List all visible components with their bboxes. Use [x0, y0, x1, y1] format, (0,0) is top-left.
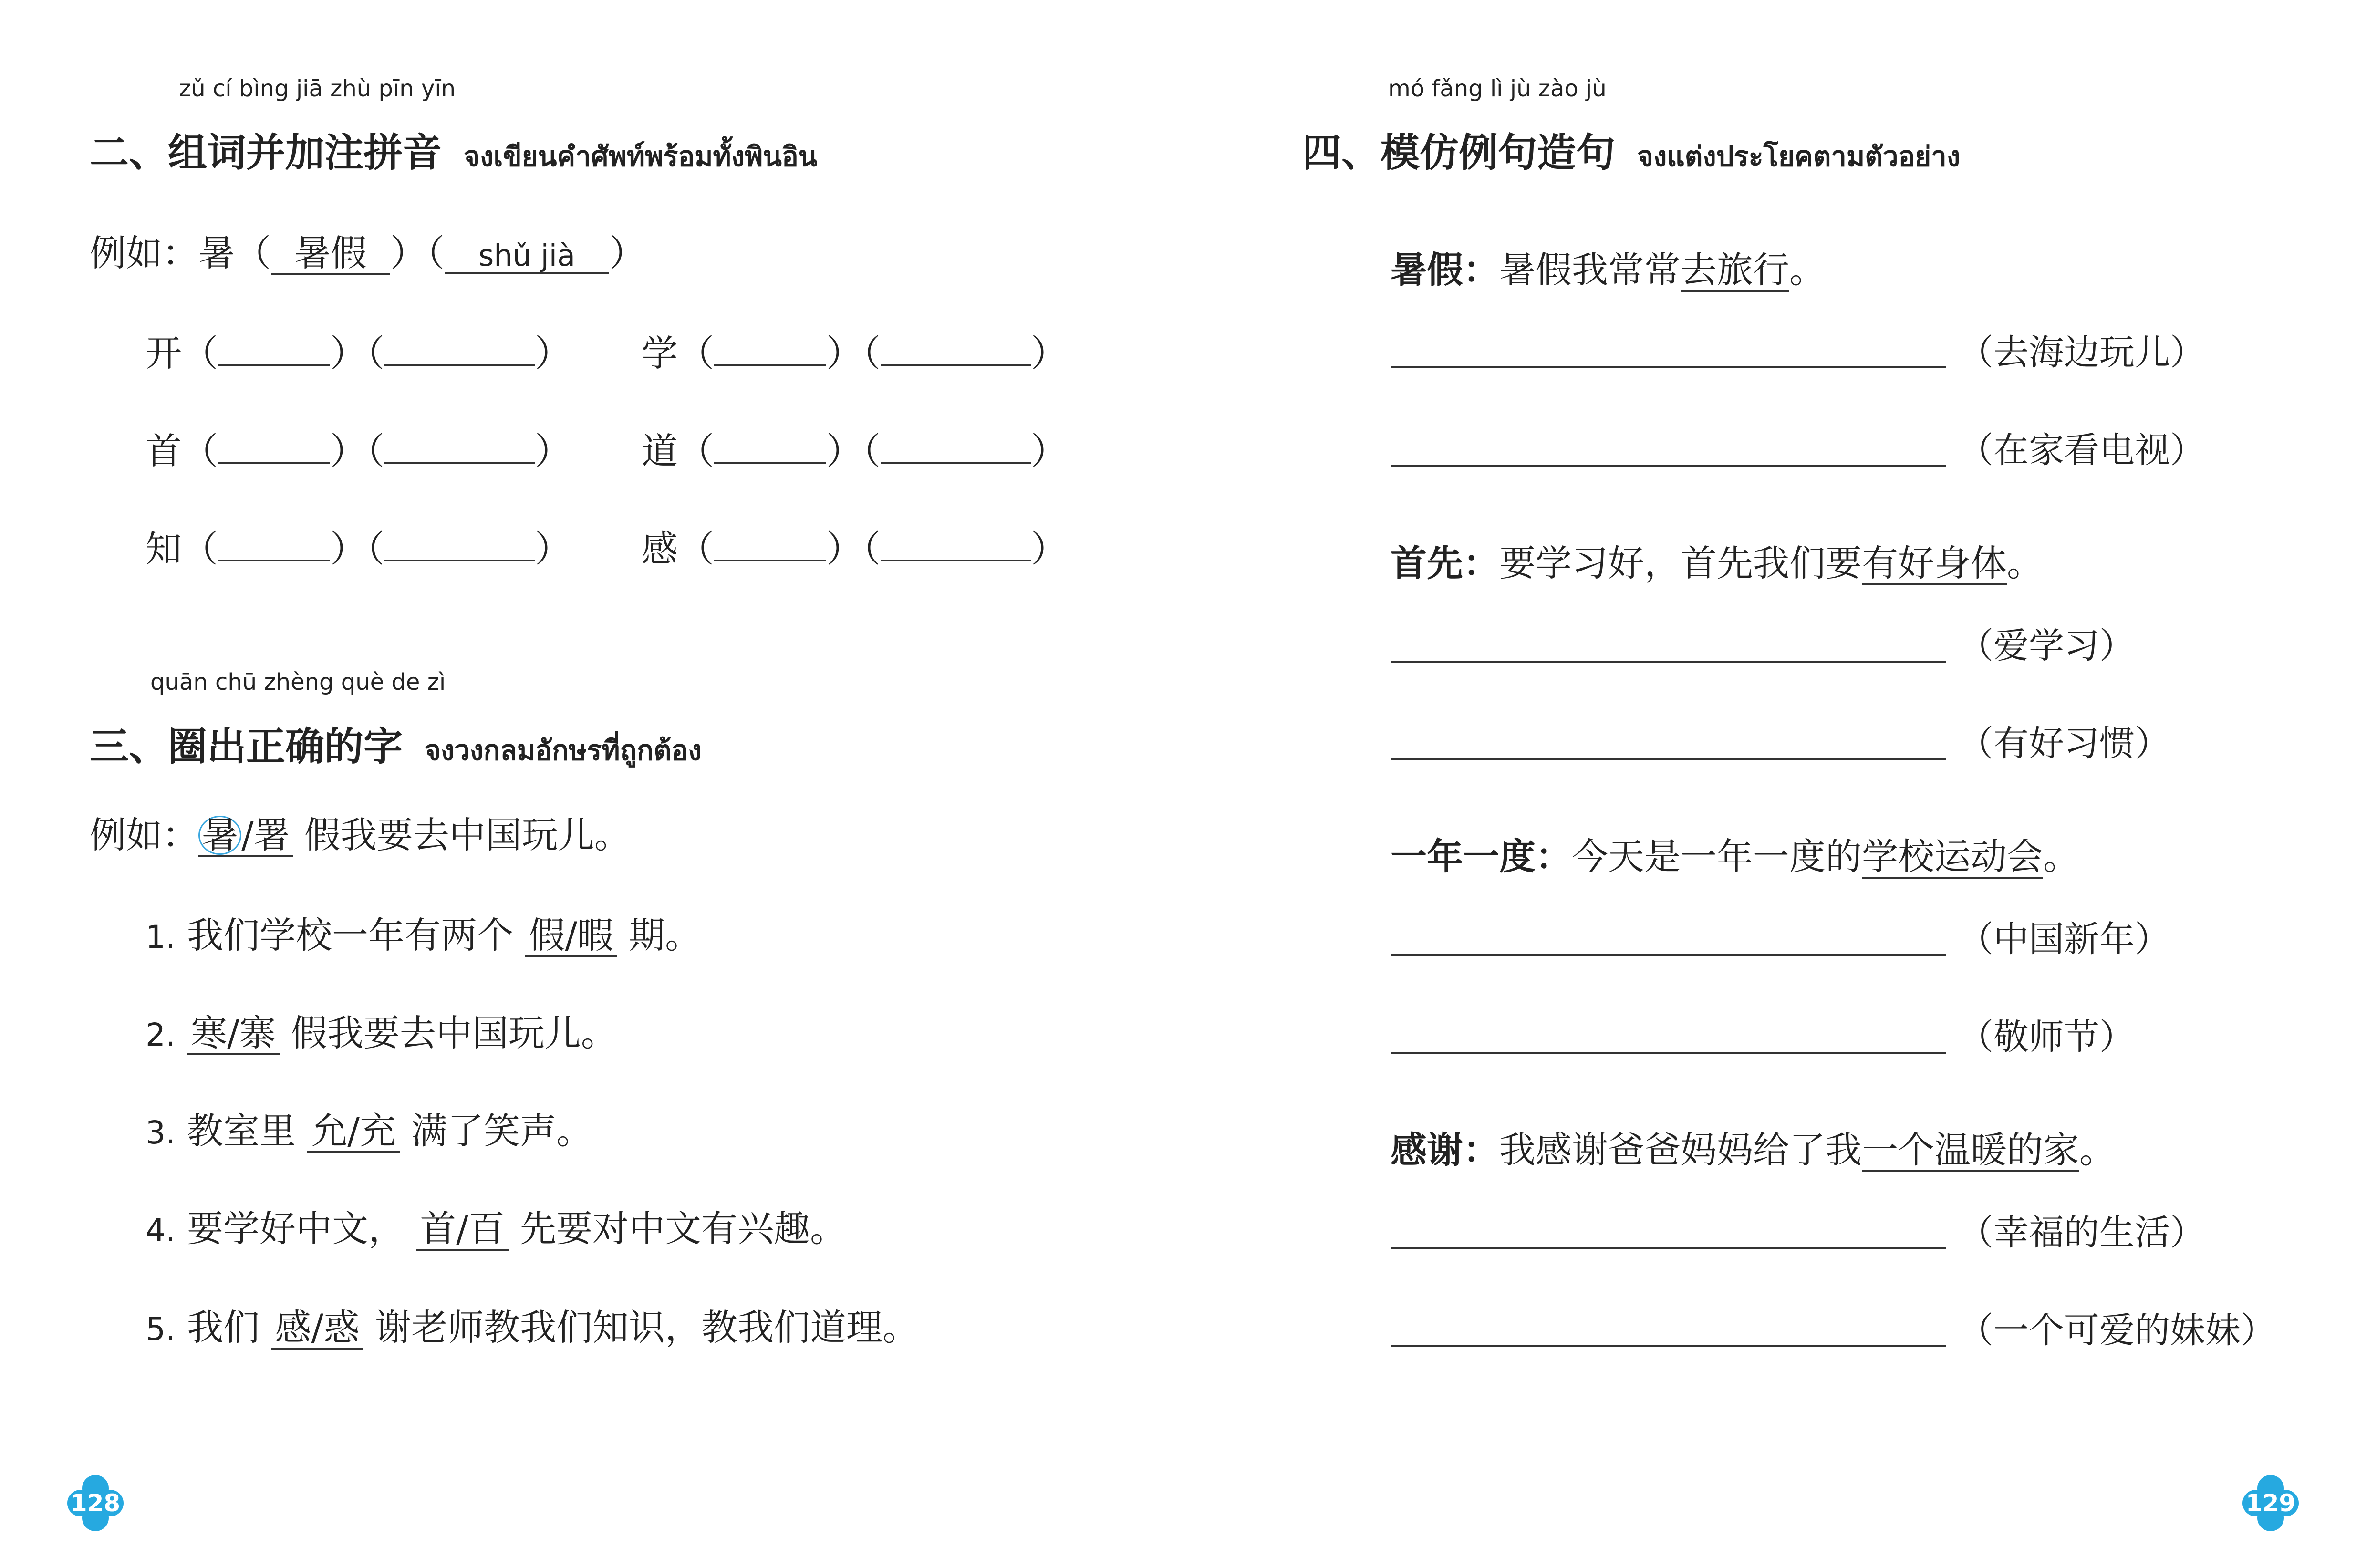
answer-line[interactable] — [1391, 1052, 1946, 1054]
hint-text: （有好习惯） — [1958, 723, 2170, 764]
word-row: 感（ ）（ ） — [642, 520, 1067, 572]
choice-item — [145, 1298, 919, 1350]
example-label: 例如：暑（ — [90, 232, 271, 274]
page-number-badge — [2242, 1475, 2299, 1531]
choice-options[interactable]: 允/充 — [307, 1111, 400, 1153]
item-before: 我们学校一年有两个 — [187, 914, 514, 956]
section3-heading — [90, 716, 702, 772]
answer-line[interactable] — [1391, 1345, 1946, 1347]
example-pinyin: shǔ jià — [445, 239, 609, 274]
circled-answer: 暑 — [198, 816, 241, 855]
page-number: 129 — [2245, 1489, 2296, 1517]
item-before: 要学好中文， — [187, 1207, 405, 1250]
example-mid: ）（ — [390, 232, 445, 274]
example-choice — [198, 815, 293, 857]
word-blank[interactable] — [218, 331, 330, 366]
section4-thai-instruction: จงแต่งประโยคตามตัวอย่าง — [1637, 140, 1961, 173]
example-choice-b: /署 — [241, 814, 290, 856]
word-row: 知（ ）（ ） — [145, 520, 571, 572]
answer-line[interactable] — [1391, 465, 1946, 467]
choice-options[interactable]: 寒/寨 — [187, 1013, 280, 1055]
sentence-end: 。 — [2007, 542, 2043, 584]
item-number: 2. — [145, 1017, 176, 1053]
item-after: 假我要去中国玩儿。 — [291, 1012, 617, 1054]
sentence-end: 。 — [2079, 1129, 2116, 1171]
choice-options[interactable]: 假/暇 — [525, 915, 617, 957]
char: 学 — [642, 332, 678, 374]
example-word: 暑假 — [271, 233, 390, 275]
item-number: 4. — [145, 1212, 176, 1249]
hint-text: （幸福的生活） — [1958, 1212, 2205, 1253]
example-sentence — [1391, 241, 1826, 293]
section4-heading — [1302, 122, 1960, 178]
sentence-end: 。 — [2043, 835, 2079, 878]
item-number: 5. — [145, 1311, 176, 1348]
choice-options[interactable]: 感/惑 — [271, 1308, 363, 1350]
choice-item — [145, 1004, 617, 1056]
word-row: 学（ ）（ ） — [642, 324, 1067, 376]
word-row: 道（ ）（ ） — [642, 422, 1067, 474]
example-sentence — [1391, 1121, 2116, 1173]
pinyin-blank[interactable] — [881, 526, 1031, 561]
item-number: 1. — [145, 919, 176, 955]
answer-line[interactable] — [1391, 758, 1946, 760]
example-sentence — [1391, 828, 2079, 880]
choice-options[interactable]: 首/百 — [416, 1209, 509, 1251]
example-label: 例如： — [90, 814, 198, 856]
item-after: 先要对中文有兴趣。 — [520, 1207, 847, 1250]
sentence-underlined: 学校运动会 — [1862, 835, 2043, 878]
section4-pinyin: mó fǎng lì jù zào jù — [1388, 75, 1607, 102]
section2-heading — [90, 122, 817, 178]
pinyin-blank[interactable] — [384, 526, 535, 561]
item-after: 期。 — [629, 914, 702, 956]
hint-text: （在家看电视） — [1958, 430, 2205, 471]
answer-line[interactable] — [1391, 1247, 1946, 1249]
word-blank[interactable] — [218, 428, 330, 464]
item-after: 谢老师教我们知识，教我们道理。 — [375, 1306, 919, 1349]
page-number-badge — [67, 1475, 124, 1531]
sentence-text: 暑假我常常 — [1499, 249, 1681, 291]
section2-thai-instruction: จงเขียนคำศัพท์พร้อมทั้งพินอิน — [464, 140, 818, 173]
char: 知 — [145, 528, 182, 570]
hint-text: （一个可爱的妹妹） — [1958, 1310, 2276, 1351]
word-blank[interactable] — [714, 526, 826, 561]
section2-example — [90, 224, 645, 276]
example-rest: 假我要去中国玩儿。 — [304, 814, 631, 856]
hint-text: （爱学习） — [1958, 625, 2135, 666]
answer-line[interactable] — [1391, 661, 1946, 663]
word-blank[interactable] — [218, 526, 330, 561]
item-after: 满了笑声。 — [411, 1110, 593, 1152]
example-term: 一年一度： — [1391, 835, 1572, 878]
section2-pinyin: zǔ cí bìng jiā zhù pīn yīn — [179, 75, 456, 102]
item-before: 教室里 — [187, 1110, 296, 1152]
section3-title: 三、圈出正确的字 — [90, 724, 403, 769]
page-number: 128 — [70, 1489, 121, 1517]
section4-title: 四、模仿例句造句 — [1302, 130, 1616, 176]
sentence-text: 要学习好，首先我们要 — [1499, 542, 1862, 584]
char: 首 — [145, 430, 182, 472]
section3-pinyin: quān chū zhèng què de zì — [150, 669, 446, 696]
answer-line[interactable] — [1391, 954, 1946, 956]
pinyin-blank[interactable] — [881, 428, 1031, 464]
example-sentence — [1391, 534, 2043, 586]
sentence-end: 。 — [1789, 249, 1826, 291]
pinyin-blank[interactable] — [384, 428, 535, 464]
sentence-text: 今天是一年一度的 — [1572, 835, 1862, 878]
example-term: 暑假： — [1391, 249, 1499, 291]
section3-thai-instruction: จงวงกลมอักษรที่ถูกต้อง — [425, 734, 702, 767]
answer-line[interactable] — [1391, 366, 1946, 368]
char: 感 — [642, 528, 678, 570]
char: 开 — [145, 332, 182, 374]
sentence-underlined: 有好身体 — [1862, 542, 2007, 584]
sentence-text: 我感谢爸爸妈妈给了我 — [1499, 1129, 1862, 1171]
pinyin-blank[interactable] — [881, 331, 1031, 366]
pinyin-blank[interactable] — [384, 331, 535, 366]
hint-text: （去海边玩儿） — [1958, 332, 2205, 373]
hint-text: （中国新年） — [1958, 919, 2170, 960]
sentence-underlined: 一个温暖的家 — [1862, 1129, 2079, 1171]
section3-example — [90, 806, 631, 858]
item-before: 我们 — [187, 1306, 260, 1349]
section2-title: 二、组词并加注拼音 — [90, 130, 442, 176]
sentence-underlined: 去旅行 — [1681, 249, 1789, 291]
example-term: 首先： — [1391, 542, 1499, 584]
word-blank[interactable] — [714, 331, 826, 366]
example-term: 感谢： — [1391, 1129, 1499, 1171]
choice-item — [145, 1200, 846, 1252]
example-end: ） — [609, 232, 645, 274]
choice-item — [145, 906, 701, 958]
char: 道 — [642, 430, 678, 472]
word-row: 开（ ）（ ） — [145, 324, 571, 376]
word-blank[interactable] — [714, 428, 826, 464]
hint-text: （敬师节） — [1958, 1017, 2135, 1058]
choice-item — [145, 1102, 592, 1154]
word-row: 首（ ）（ ） — [145, 422, 571, 474]
item-number: 3. — [145, 1114, 176, 1151]
